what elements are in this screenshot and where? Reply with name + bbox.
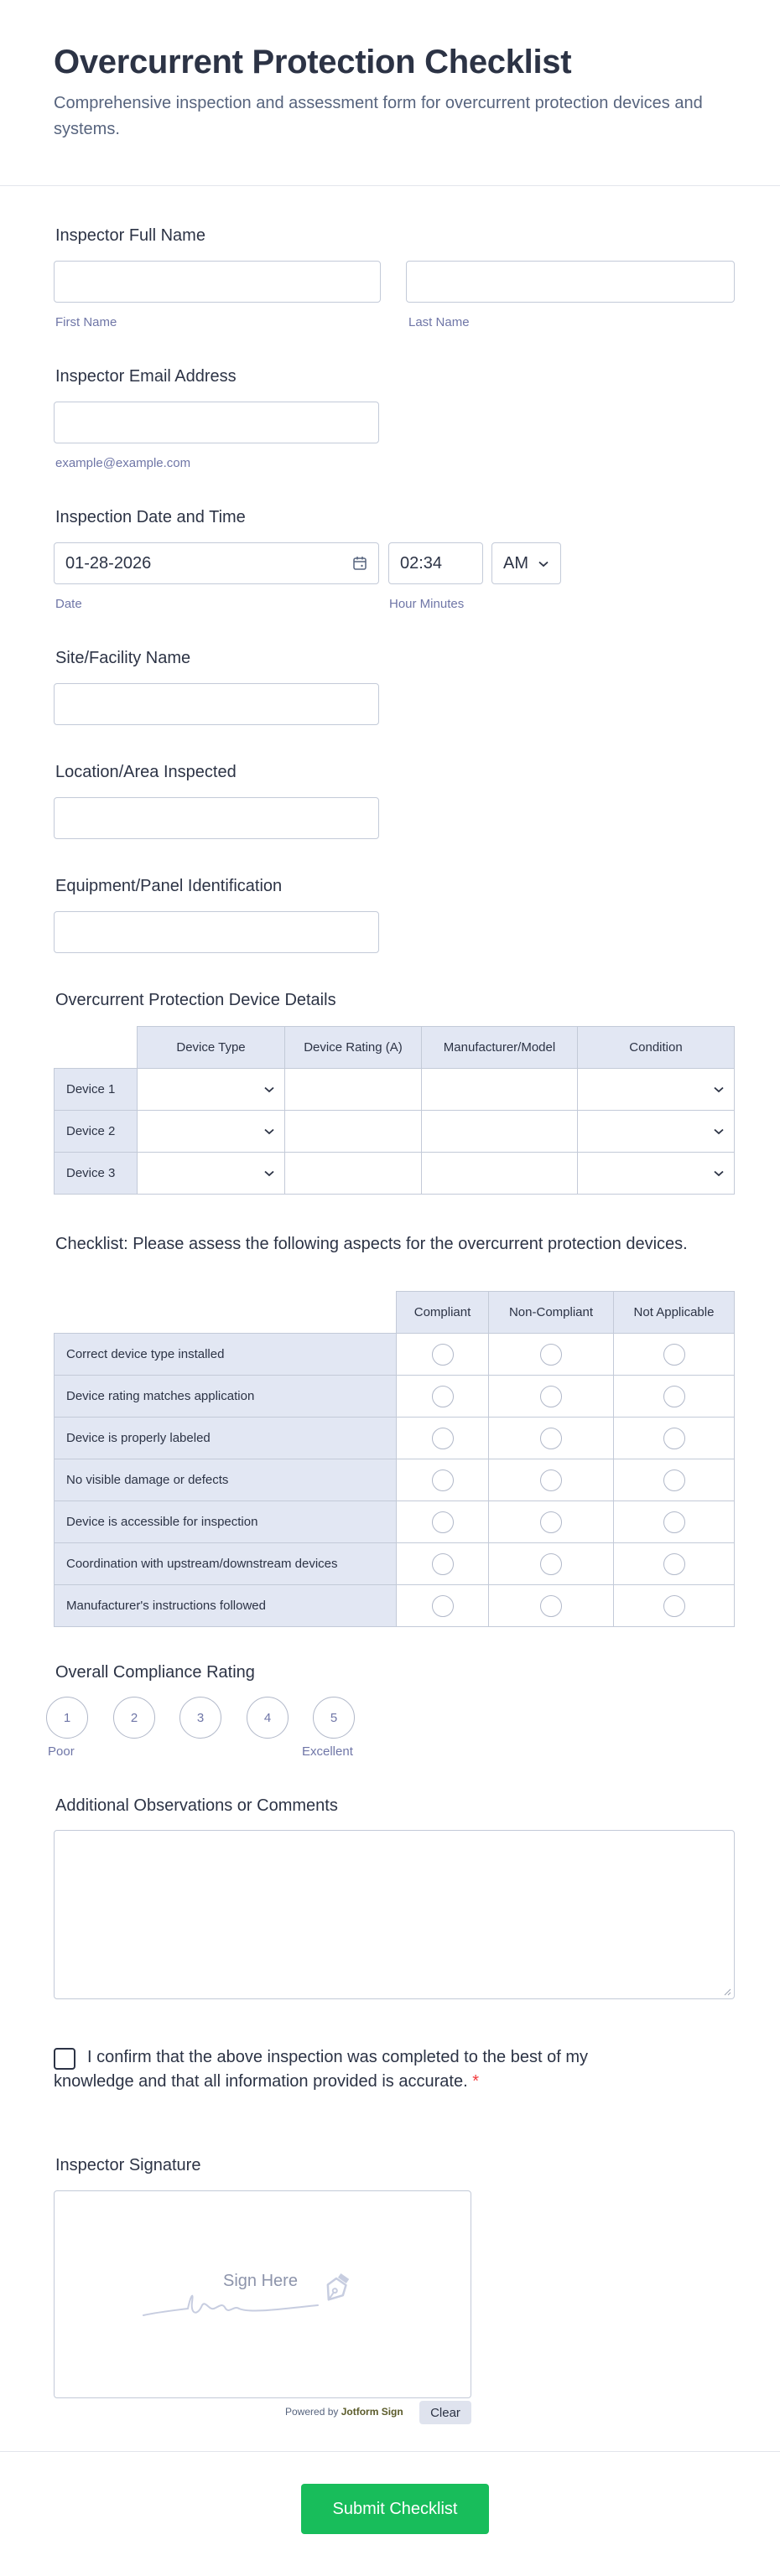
radio-compliant[interactable] [432, 1595, 454, 1617]
form-description: Comprehensive inspection and assessment form for overcurrent protection devices and systems. [54, 94, 703, 138]
device-rating-input[interactable] [285, 1069, 422, 1111]
device-rating-input[interactable] [285, 1111, 422, 1153]
radio-non-compliant[interactable] [540, 1386, 562, 1407]
chevron-down-icon [714, 1086, 724, 1093]
device-type-select[interactable] [138, 1111, 285, 1153]
table-row [55, 1543, 735, 1585]
inspector-name-label: Inspector Full Name [55, 226, 205, 245]
radio-compliant[interactable] [432, 1428, 454, 1449]
date-value: 01-28-2026 [65, 553, 152, 573]
checklist-row-label: Device rating matches application [55, 1376, 397, 1418]
radio-not-applicable[interactable] [663, 1344, 685, 1366]
table-row [55, 1334, 735, 1376]
first-name-sublabel: First Name [55, 315, 117, 329]
chevron-down-icon [538, 561, 549, 568]
confirm-label [54, 2045, 666, 2094]
manufacturer-model-input[interactable] [422, 1153, 578, 1195]
checklist-row-label: Device is properly labeled [55, 1418, 397, 1459]
radio-not-applicable[interactable] [663, 1386, 685, 1407]
checklist-row-label: Manufacturer's instructions followed [55, 1585, 397, 1627]
rating-option-1[interactable]: 1 [46, 1697, 88, 1739]
condition-select[interactable] [578, 1153, 735, 1195]
radio-not-applicable[interactable] [663, 1595, 685, 1617]
rating-low-label: Poor [48, 1744, 75, 1759]
ampm-value: AM [503, 553, 528, 573]
table-row [55, 1153, 735, 1195]
radio-compliant[interactable] [432, 1553, 454, 1575]
date-input[interactable] [54, 542, 379, 584]
comments-label: Additional Observations or Comments [55, 1796, 338, 1815]
resize-handle-icon[interactable] [723, 1988, 731, 1996]
site-label: Site/Facility Name [55, 649, 191, 667]
rating-high-label: Excellent [302, 1744, 353, 1759]
powered-by-text [285, 2406, 403, 2418]
radio-non-compliant[interactable] [540, 1511, 562, 1533]
form-header [0, 0, 780, 186]
powered-prefix: Powered by [285, 2406, 339, 2418]
radio-non-compliant[interactable] [540, 1553, 562, 1575]
rating-option-3[interactable]: 3 [179, 1697, 221, 1739]
table-row [55, 1585, 735, 1627]
inspector-email-label: Inspector Email Address [55, 367, 237, 386]
col-manufacturer-model: Manufacturer/Model [422, 1027, 578, 1069]
row-device-2: Device 2 [55, 1111, 138, 1153]
clear-signature-button[interactable]: Clear [419, 2401, 471, 2424]
chevron-down-icon [264, 1086, 274, 1093]
radio-compliant[interactable] [432, 1469, 454, 1491]
checklist-row-label: Device is accessible for inspection [55, 1501, 397, 1543]
chevron-down-icon [714, 1128, 724, 1135]
powered-brand: Jotform Sign [341, 2406, 403, 2418]
col-not-applicable: Not Applicable [614, 1292, 735, 1334]
signature-pad[interactable] [54, 2190, 471, 2398]
last-name-input[interactable] [406, 261, 735, 303]
checklist-label: Checklist: Please assess the following aspects for the overcurrent protection devices. [55, 1235, 688, 1253]
radio-not-applicable[interactable] [663, 1469, 685, 1491]
device-rating-input[interactable] [285, 1153, 422, 1195]
equipment-label: Equipment/Panel Identification [55, 877, 283, 895]
table-row [55, 1069, 735, 1111]
table-row [55, 1459, 735, 1501]
required-mark: * [472, 2072, 479, 2091]
checklist-row-label: Coordination with upstream/downstream devices [55, 1543, 397, 1585]
table-row [55, 1376, 735, 1418]
inspection-datetime-label: Inspection Date and Time [55, 508, 246, 526]
time-sublabel: Hour Minutes [389, 597, 465, 611]
checklist-row-label: No visible damage or defects [55, 1459, 397, 1501]
chevron-down-icon [264, 1170, 274, 1177]
time-input[interactable] [388, 542, 483, 584]
radio-not-applicable[interactable] [663, 1511, 685, 1533]
radio-not-applicable[interactable] [663, 1428, 685, 1449]
time-value: 02:34 [400, 553, 443, 573]
comments-textarea[interactable] [54, 1830, 735, 1999]
signature-scribble-icon [142, 2272, 385, 2322]
radio-non-compliant[interactable] [540, 1595, 562, 1617]
row-device-3: Device 3 [55, 1153, 138, 1195]
email-input[interactable] [54, 402, 379, 443]
radio-compliant[interactable] [432, 1386, 454, 1407]
device-details-table [54, 1026, 735, 1195]
col-device-rating: Device Rating (A) [285, 1027, 422, 1069]
rating-label: Overall Compliance Rating [55, 1663, 255, 1682]
radio-compliant[interactable] [432, 1344, 454, 1366]
radio-compliant[interactable] [432, 1511, 454, 1533]
calendar-icon[interactable] [351, 555, 368, 572]
col-non-compliant: Non-Compliant [489, 1292, 614, 1334]
date-sublabel: Date [55, 597, 82, 611]
email-sublabel: example@example.com [55, 456, 191, 470]
equipment-input[interactable] [54, 911, 379, 953]
last-name-sublabel: Last Name [408, 315, 470, 329]
confirm-text: I confirm that the above inspection was completed to the best of my knowledge and that all information provided is accurate. [54, 2048, 588, 2091]
table-corner [55, 1292, 397, 1334]
rating-option-2[interactable]: 2 [113, 1697, 155, 1739]
radio-not-applicable[interactable] [663, 1553, 685, 1575]
form-title: Overcurrent Protection Checklist [54, 44, 572, 80]
col-device-type: Device Type [138, 1027, 285, 1069]
site-input[interactable] [54, 683, 379, 725]
device-type-select[interactable] [138, 1069, 285, 1111]
device-type-select[interactable] [138, 1153, 285, 1195]
manufacturer-model-input[interactable] [422, 1069, 578, 1111]
condition-select[interactable] [578, 1111, 735, 1153]
condition-select[interactable] [578, 1069, 735, 1111]
row-device-1: Device 1 [55, 1069, 138, 1111]
rating-option-5[interactable]: 5 [313, 1697, 355, 1739]
manufacturer-model-input[interactable] [422, 1111, 578, 1153]
location-label: Location/Area Inspected [55, 763, 237, 781]
device-details-label: Overcurrent Protection Device Details [55, 991, 336, 1009]
checklist-table [54, 1291, 735, 1627]
location-input[interactable] [54, 797, 379, 839]
rating-option-4[interactable]: 4 [247, 1697, 289, 1739]
signature-placeholder: Sign Here [223, 2272, 298, 2290]
table-row [55, 1501, 735, 1543]
submit-button[interactable]: Submit Checklist [301, 2484, 489, 2534]
table-row [55, 1418, 735, 1459]
signature-label: Inspector Signature [55, 2156, 201, 2174]
table-corner [55, 1027, 138, 1069]
radio-non-compliant[interactable] [540, 1469, 562, 1491]
chevron-down-icon [714, 1170, 724, 1177]
col-condition: Condition [578, 1027, 735, 1069]
ampm-select[interactable] [491, 542, 561, 584]
radio-non-compliant[interactable] [540, 1344, 562, 1366]
col-compliant: Compliant [397, 1292, 489, 1334]
first-name-input[interactable] [54, 261, 381, 303]
checklist-row-label: Correct device type installed [55, 1334, 397, 1376]
table-row [55, 1111, 735, 1153]
chevron-down-icon [264, 1128, 274, 1135]
radio-non-compliant[interactable] [540, 1428, 562, 1449]
